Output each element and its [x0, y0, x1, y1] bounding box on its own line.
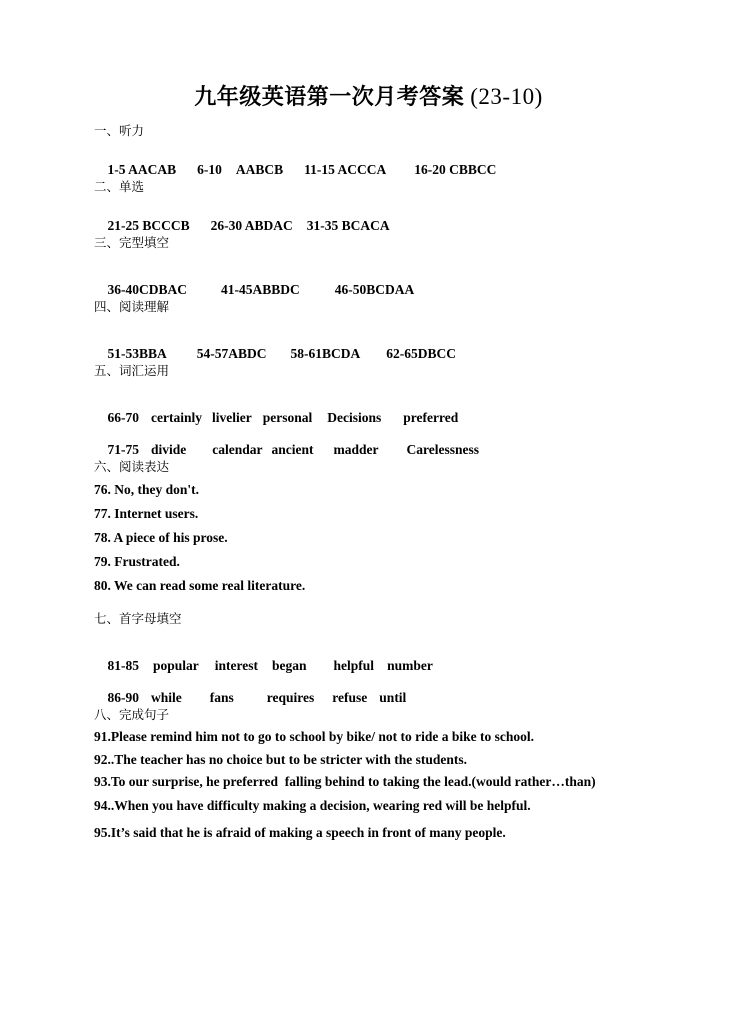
answer-group: 58-61BCDA [290, 346, 361, 361]
section-heading-initial-letter: 七、首字母填空 [94, 611, 182, 626]
answer-group: 31-35 BCACA [306, 218, 390, 233]
title-main: 九年级英语第一次月考答案 [194, 84, 465, 110]
answer-word: while [151, 690, 182, 705]
answer-item: 79. Frustrated. [94, 554, 180, 569]
answer-word: Carelessness [406, 442, 480, 457]
answer-range: 86-90 [107, 690, 139, 705]
answer-word: ancient [271, 442, 314, 457]
answer-range: 66-70 [107, 410, 139, 425]
section-heading-vocabulary: 五、词汇运用 [94, 363, 170, 378]
answer-group: AABCB [235, 162, 284, 177]
answer-item: 78. A piece of his prose. [94, 530, 228, 545]
answer-word: fans [209, 690, 234, 705]
answer-word: refuse [332, 690, 368, 705]
answer-word: began [272, 658, 307, 673]
section-heading-single-choice: 二、单选 [94, 179, 145, 194]
answer-word: personal [262, 410, 313, 425]
answer-word: divide [151, 442, 187, 457]
answer-word: number [387, 658, 433, 673]
answer-group: 36-40CDBAC [107, 282, 187, 297]
answer-group: 11-15 ACCCA [304, 162, 387, 177]
answer-item: 93.To our surprise, he preferred falling behind to taking the lead.(would rather…than) [94, 774, 596, 789]
answer-item: 80. We can read some real literature. [94, 578, 306, 593]
answer-word: interest [214, 658, 259, 673]
answer-group: 54-57ABDC [196, 346, 267, 361]
answer-word: calendar [212, 442, 263, 457]
answer-word: preferred [403, 410, 459, 425]
answer-group: 6-10 [197, 162, 222, 177]
answer-group: 16-20 CBBCC [414, 162, 497, 177]
section-heading-sentence-completion: 八、完成句子 [94, 707, 170, 722]
section-heading-listening: 一、听力 [94, 123, 145, 138]
answer-word: until [379, 690, 407, 705]
answer-group: 1-5 AACAB [107, 162, 177, 177]
answer-group: 41-45ABBDC [221, 282, 300, 297]
answer-item: 94..When you have difficulty making a decision, wearing red will be helpful. [94, 798, 531, 813]
answer-group: 46-50BCDAA [334, 282, 415, 297]
section-heading-reading: 四、阅读理解 [94, 299, 170, 314]
section-heading-reading-expression: 六、阅读表达 [94, 459, 170, 474]
answer-group: 62-65DBCC [386, 346, 457, 361]
answer-word: Decisions [327, 410, 382, 425]
answer-range: 81-85 [107, 658, 139, 673]
answer-word: livelier [211, 410, 252, 425]
answer-item: 95.It’s said that he is afraid of making a speech in front of many people. [94, 825, 506, 840]
answer-word: requires [266, 690, 315, 705]
answers-listening [94, 146, 496, 194]
section-heading-cloze: 三、完型填空 [94, 235, 170, 250]
answer-item: 76. No, they don't. [94, 482, 200, 497]
answer-word: certainly [151, 410, 202, 425]
answer-range: 71-75 [107, 442, 139, 457]
answer-item: 91.Please remind him not to go to school by bike/ not to ride a bike to school. [94, 729, 535, 744]
answer-group: 21-25 BCCCB [107, 218, 190, 233]
answer-group: 51-53BBA [107, 346, 167, 361]
answer-item: 92..The teacher has no choice but to be stricter with the students. [94, 752, 467, 767]
answer-word: helpful [333, 658, 375, 673]
answer-item: 77. Internet users. [94, 506, 199, 521]
answer-word: madder [333, 442, 379, 457]
page-title [0, 80, 737, 111]
title-code: (23-10) [470, 84, 543, 109]
answer-group: 26-30 ABDAC [210, 218, 293, 233]
answer-word: popular [153, 658, 199, 673]
